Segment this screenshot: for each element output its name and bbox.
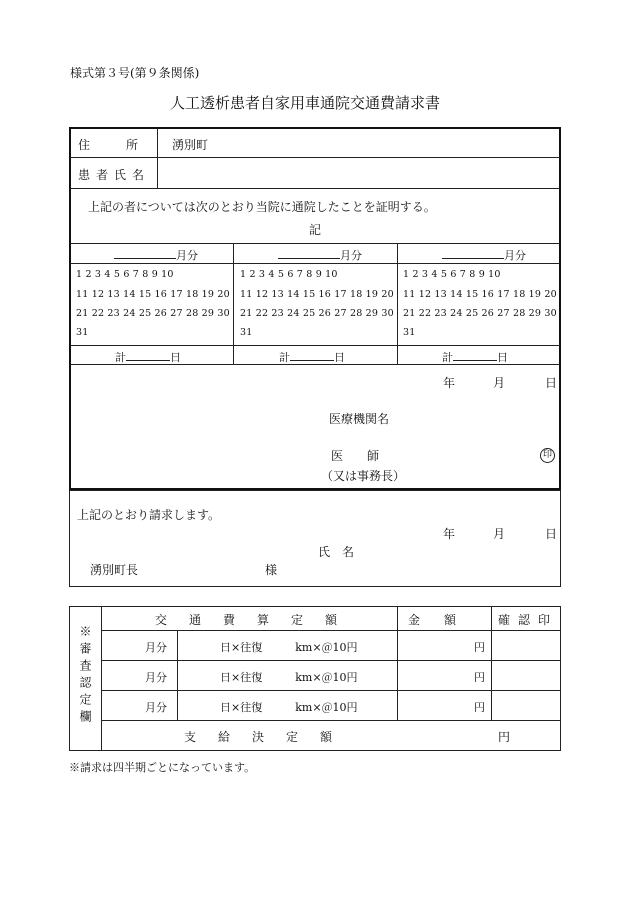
page-title: 人工透析患者自家用車通院交通費請求書 [170, 94, 441, 112]
month-blank[interactable] [278, 249, 340, 259]
payment-label: 支給決定額 [184, 730, 355, 744]
day-row[interactable]: 31 [240, 327, 253, 338]
requester-name-label: 氏 名 [318, 545, 355, 559]
total-blank[interactable] [453, 351, 497, 361]
request-year: 年 [443, 527, 456, 541]
request-day: 日 [545, 527, 558, 541]
row-month[interactable]: 月分 [145, 641, 167, 654]
request-text: 上記のとおり請求します。 [77, 508, 221, 522]
month-label: 月分 [340, 249, 362, 262]
clerk-note: （又は事務長） [321, 469, 406, 483]
row-calc[interactable]: 日×往復 km×＠10円 [220, 671, 358, 684]
day-row[interactable]: 21 22 23 24 25 26 27 28 29 30 [76, 308, 230, 319]
day-label: 日 [170, 351, 181, 364]
patient-name-label: 患者氏名 [78, 168, 151, 182]
row-yen[interactable]: 円 [474, 701, 485, 714]
payment-yen[interactable]: 円 [498, 730, 511, 744]
request-month: 月 [493, 527, 506, 541]
day-row[interactable]: 11 12 13 14 15 16 17 18 19 20 [240, 289, 394, 300]
cert-month: 月 [493, 376, 506, 390]
row-calc[interactable]: 日×往復 km×＠10円 [220, 701, 358, 714]
sama-label: 様 [265, 563, 278, 577]
day-row[interactable]: 11 12 13 14 15 16 17 18 19 20 [76, 289, 230, 300]
total-blank[interactable] [126, 351, 170, 361]
cert-year: 年 [443, 376, 456, 390]
certification-text: 上記の者については次のとおり当院に通院したことを証明する。 [88, 200, 436, 214]
row-yen[interactable]: 円 [474, 641, 485, 654]
day-label: 日 [497, 351, 508, 364]
row-month[interactable]: 月分 [145, 701, 167, 714]
day-row[interactable]: 1 2 3 4 5 6 7 8 9 10 [403, 269, 501, 280]
month-label: 月分 [176, 249, 198, 262]
total-blank[interactable] [290, 351, 334, 361]
day-row[interactable]: 1 2 3 4 5 6 7 8 9 10 [240, 269, 338, 280]
footnote: ※請求は四半期ごとになっています。 [69, 761, 256, 774]
request-box [69, 490, 561, 587]
day-row[interactable]: 11 12 13 14 15 16 17 18 19 20 [403, 289, 557, 300]
cert-day: 日 [545, 376, 558, 390]
institution-label: 医療機関名 [329, 412, 390, 426]
review-side-label: ※審査認定欄 [78, 625, 92, 727]
month-blank[interactable] [114, 249, 176, 259]
header-calc: 交通費算定額 [155, 613, 360, 627]
row-yen[interactable]: 円 [474, 671, 485, 684]
header-amount: 金 額 [408, 613, 457, 627]
ki-label: 記 [309, 223, 322, 237]
address-label: 住 所 [78, 138, 139, 152]
doctor-label: 医 師 [331, 449, 380, 463]
total-label: 計 [279, 351, 290, 364]
form-number: 様式第３号(第９条関係) [70, 66, 200, 80]
total-label: 計 [115, 351, 126, 364]
day-row[interactable]: 21 22 23 24 25 26 27 28 29 30 [240, 308, 394, 319]
day-row[interactable]: 31 [403, 327, 416, 338]
row-month[interactable]: 月分 [145, 671, 167, 684]
mayor-label: 湧別町長 [90, 563, 139, 577]
month-blank[interactable] [442, 249, 504, 259]
header-confirm: 確認印 [498, 613, 559, 627]
address-value[interactable]: 湧別町 [172, 138, 209, 152]
seal-icon: 印 [540, 448, 555, 463]
day-label: 日 [334, 351, 345, 364]
day-row[interactable]: 31 [76, 327, 89, 338]
month-label: 月分 [504, 249, 526, 262]
day-row[interactable]: 1 2 3 4 5 6 7 8 9 10 [76, 269, 174, 280]
day-row[interactable]: 21 22 23 24 25 26 27 28 29 30 [403, 308, 557, 319]
row-calc[interactable]: 日×往復 km×＠10円 [220, 641, 358, 654]
total-label: 計 [442, 351, 453, 364]
